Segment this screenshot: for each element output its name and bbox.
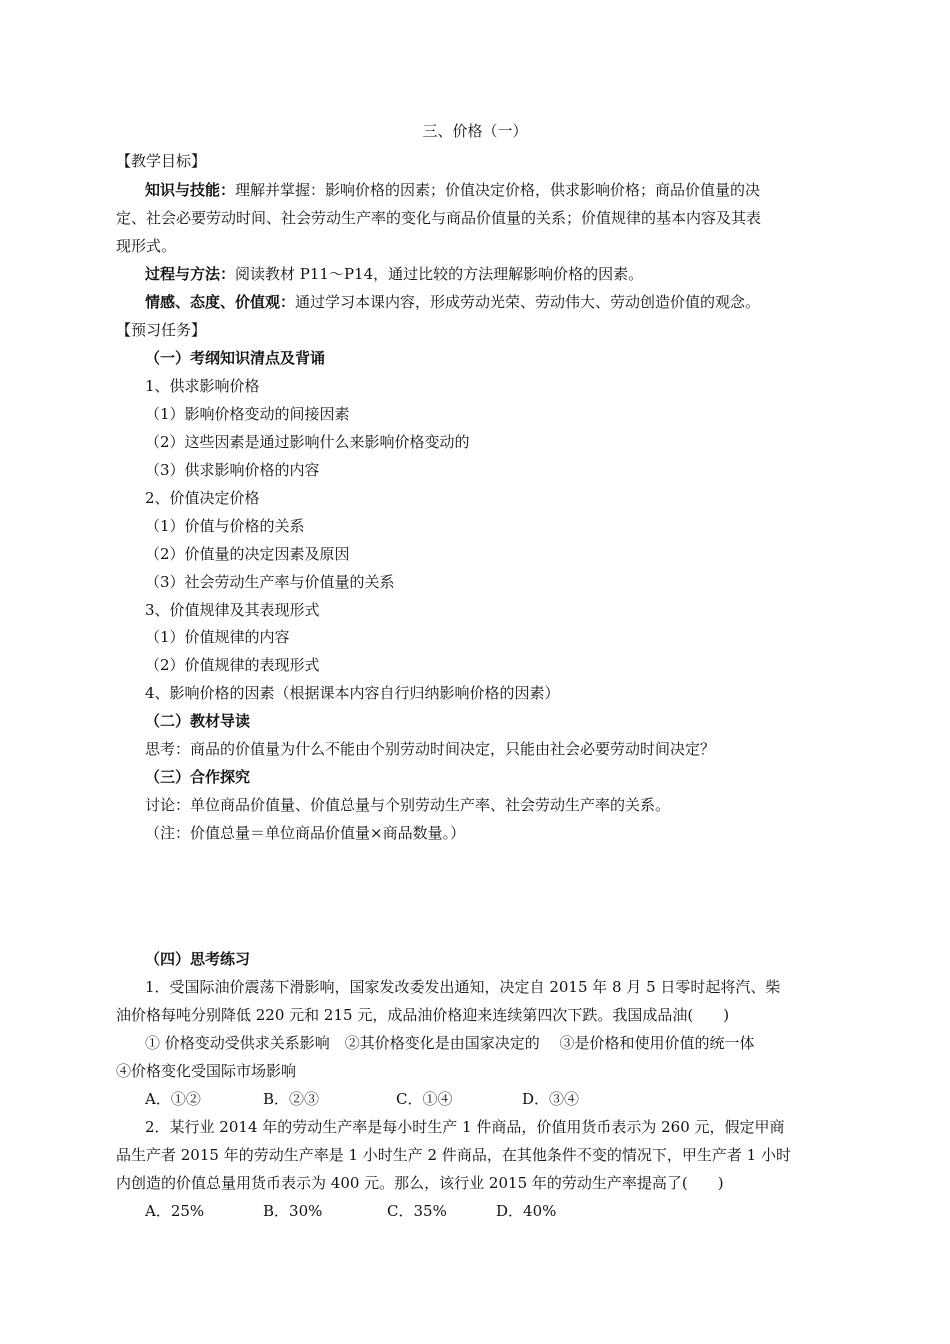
item-3: 3、价值规律及其表现形式 [145,601,320,619]
q1-line-1: 1．受国际油价震荡下滑影响，国家发改委发出通知，决定自 2015 年 8 月 5 日零时起将汽、柴 [145,978,781,996]
q1-option-c: C．①④ [396,1090,453,1108]
knowledge-line-1 [145,180,867,200]
q1-option-a: A．①② [145,1090,201,1108]
part3-header: （三）合作探究 [145,768,251,786]
item-2: 2、价值决定价格 [145,489,260,507]
emotion-label: 情感、态度、价值观： [145,293,296,311]
preview-header: 【预习任务】 [116,321,207,339]
q1-line-2: 油价格每吨分别降低 220 元和 215 元，成品油价格迎来连续第四次下跌。我国成品油( ) [116,1006,730,1024]
q2-line-3: 内创造的价值总量用货币表示为 400 元。那么，该行业 2015 年的劳动生产率提高了( ) [116,1174,724,1192]
goals-header: 【教学目标】 [116,152,207,170]
q1-options [145,1089,867,1109]
emotion-text: 通过学习本课内容，形成劳动光荣、劳动伟大、劳动创造价值的观念。 [295,293,761,311]
part2-text: 思考：商品的价值量为什么不能由个别劳动时间决定，只能由社会必要劳动时间决定？ [145,740,716,758]
item-1: 1、供求影响价格 [145,377,260,395]
item-4: 4、影响价格的因素（根据课本内容自行归纳影响价格的因素） [145,684,560,702]
item-1-1: （1）影响价格变动的间接因素 [145,405,350,423]
item-2-1: （1）价值与价格的关系 [145,517,305,535]
item-3-2: （2）价值规律的表现形式 [145,656,320,674]
knowledge-line-2: 定、社会必要劳动时间、社会劳动生产率的变化与商品价值量的关系；价值规律的基本内容及其表 [116,209,762,227]
process-text: 阅读教材 P11～P14，通过比较的方法理解影响价格的因素。 [235,265,644,283]
page-title: 三、价格（一） [422,122,528,140]
q2-option-d: D．40% [496,1202,557,1220]
knowledge-label: 知识与技能： [145,181,236,199]
part3-text: 讨论：单位商品价值量、价值总量与个别劳动生产率、社会劳动生产率的关系。 [145,796,671,814]
item-2-2: （2）价值量的决定因素及原因 [145,545,350,563]
q1-option-b: B．②③ [263,1090,320,1108]
item-1-3: （3）供求影响价格的内容 [145,461,320,479]
q2-line-2: 品生产者 2015 年的劳动生产率是 1 小时生产 2 件商品，在其他条件不变的情况下，甲生产者 1 小时 [116,1146,791,1164]
process-label: 过程与方法： [145,265,236,283]
q1-line-4: ④价格变化受国际市场影响 [116,1062,297,1080]
process-line [145,264,867,284]
item-2-3: （3）社会劳动生产率与价值量的关系 [145,573,395,591]
knowledge-line-3: 现形式。 [116,237,177,255]
q2-option-c: C．35% [387,1202,447,1220]
part3-note: （注：价值总量＝单位商品价值量×商品数量。） [145,824,466,842]
part2-header: （二）教材导读 [145,712,251,730]
q2-option-b: B．30% [263,1202,323,1220]
emotion-line [145,292,867,312]
part4-header: （四）思考练习 [145,950,251,968]
q1-line-3: ① 价格变动受供求关系影响 ②其价格变化是由国家决定的 ③是价格和使用价值的统一体 [145,1034,755,1052]
item-3-1: （1）价值规律的内容 [145,628,290,646]
q2-option-a: A．25% [145,1202,205,1220]
knowledge-text: 理解并掌握：影响价格的因素；价值决定价格，供求影响价格；商品价值量的决 [235,181,761,199]
part1-header: （一）考纲知识清点及背诵 [145,349,326,367]
q1-option-d: D．③④ [522,1090,580,1108]
q2-line-1: 2．某行业 2014 年的劳动生产率是每小时生产 1 件商品，价值用货币表示为 260 元，假定甲商 [145,1118,785,1136]
item-1-2: （2）这些因素是通过影响什么来影响价格变动的 [145,433,470,451]
q2-options [145,1201,867,1221]
